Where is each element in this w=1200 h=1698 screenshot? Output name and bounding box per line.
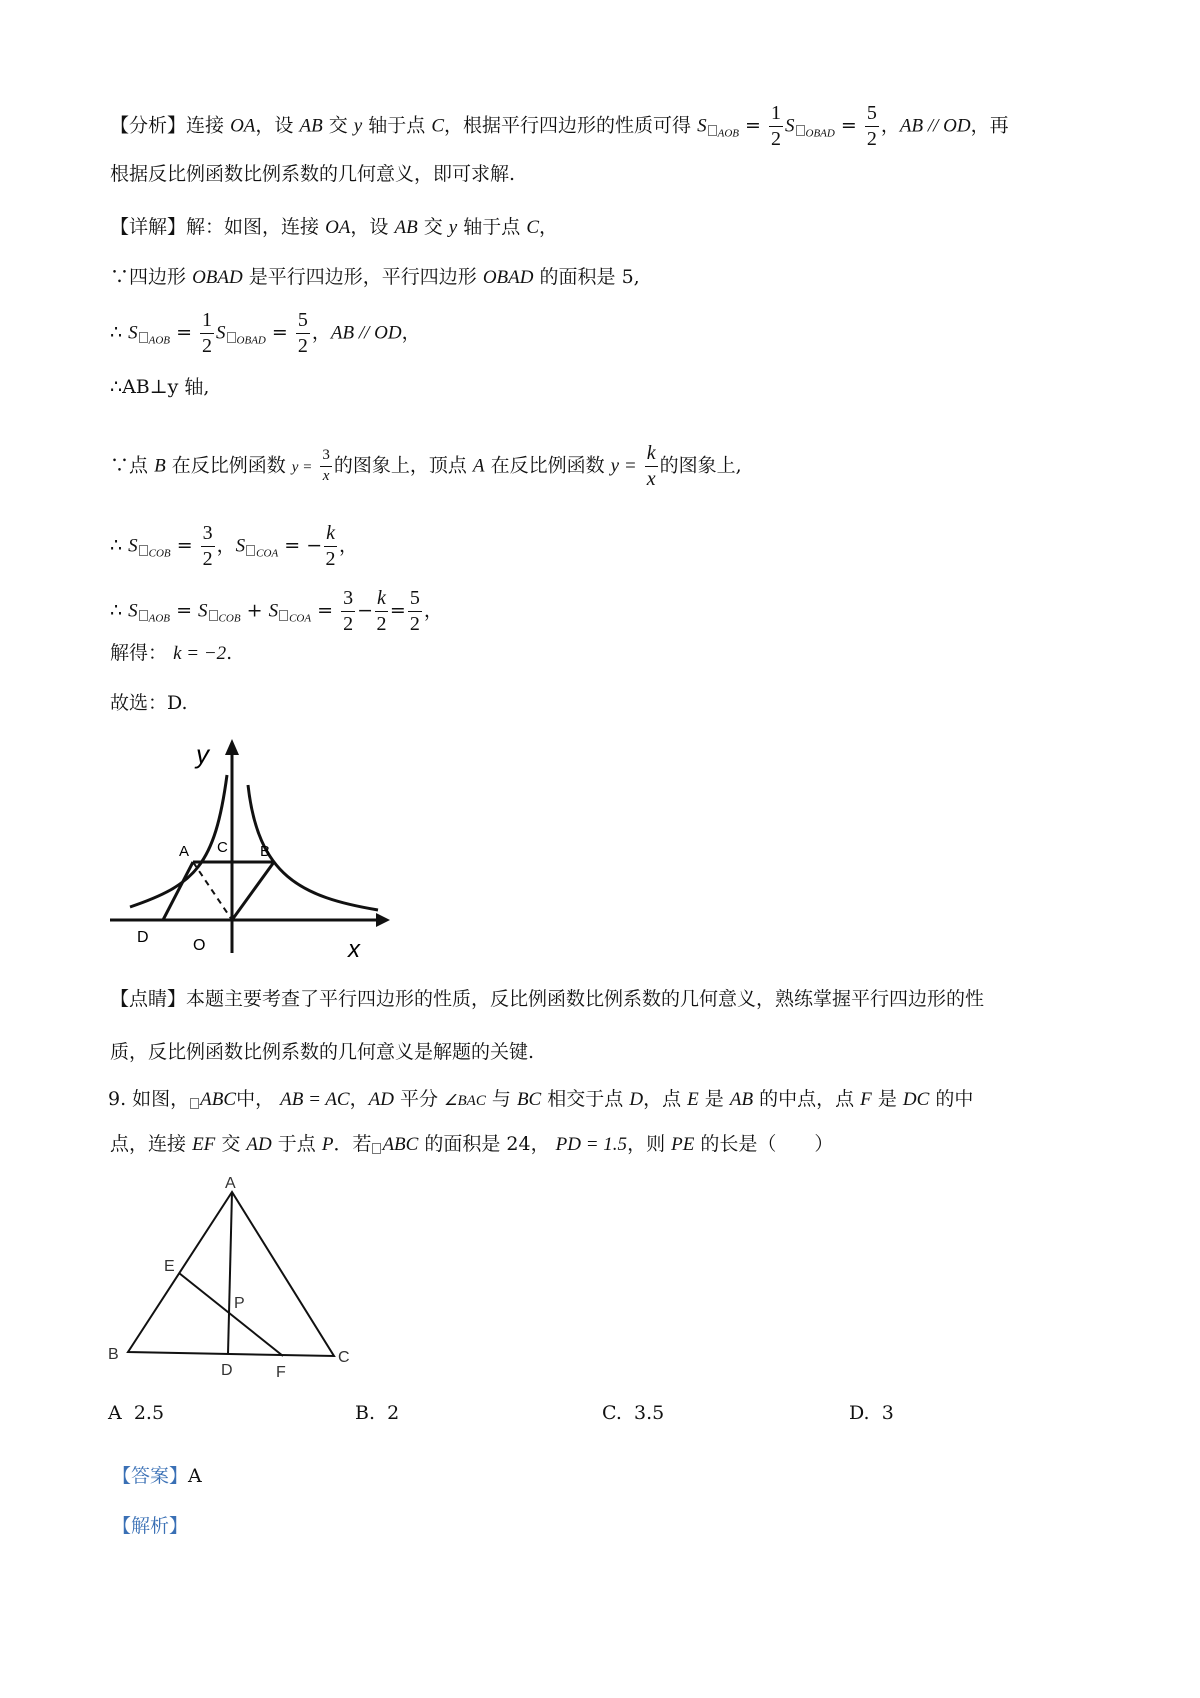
fraction-k-halves [324, 523, 337, 570]
math-eq: = [176, 534, 193, 557]
numerator: 3 [341, 588, 355, 612]
text: 点，连接 [110, 1133, 187, 1155]
triangle-glyph [372, 1143, 381, 1154]
denominator: x [646, 468, 656, 490]
figure-hyperbola-parallelogram [100, 725, 400, 970]
option-value: 2.5 [133, 1402, 165, 1424]
math-BC: BC [516, 1089, 542, 1110]
option-C[interactable] [602, 1402, 664, 1424]
comment-line-1 [110, 990, 984, 1009]
math-ABC: ABC [382, 1134, 419, 1155]
text: 在反比例函数 [171, 454, 286, 477]
denominator: 2 [771, 128, 781, 150]
label-D: D [137, 929, 149, 946]
label-C: C [338, 1349, 350, 1366]
math-AD: AD [246, 1134, 272, 1155]
label-A: A [225, 1175, 236, 1192]
math-C: C [431, 115, 445, 137]
fraction-k-over-x [645, 443, 658, 490]
math-S: S [268, 600, 279, 622]
fraction-half [200, 310, 214, 357]
text: 连接 [186, 114, 225, 137]
math-OBAD: OBAD [482, 267, 534, 288]
text: ， [880, 114, 900, 137]
option-value: 3 [881, 1402, 894, 1424]
option-B[interactable] [355, 1402, 399, 1424]
text: ．若 [333, 1133, 372, 1155]
therefore-symbol: ∴ [110, 321, 123, 344]
triangle-glyph [190, 1098, 199, 1109]
question-9-line-1 [108, 1090, 973, 1109]
fraction-five-halves [408, 588, 422, 635]
fraction-half [769, 103, 783, 150]
text: ， [311, 321, 331, 344]
triangle-glyph [139, 545, 148, 556]
text: ，则 [627, 1133, 666, 1155]
detail-label: 【详解】 [110, 216, 187, 238]
text: 中， [236, 1088, 275, 1110]
text: 交 [328, 114, 348, 137]
option-value: 2 [387, 1402, 400, 1424]
math-OA: OA [230, 115, 256, 137]
math-P: P [321, 1134, 334, 1155]
math-S: S [128, 322, 138, 344]
label-O: O [193, 937, 206, 954]
numerator: 1 [200, 310, 214, 334]
sub-AOB: AOB [148, 612, 171, 625]
detail-line-1 [110, 218, 558, 237]
numerator: k [645, 443, 658, 467]
text: 轴于点 [368, 114, 426, 137]
math-EF: EF [192, 1134, 216, 1155]
numerator: 3 [201, 523, 215, 547]
option-value: 3.5 [634, 1402, 665, 1424]
triangle-glyph [246, 545, 255, 556]
answer-value: A [188, 1465, 202, 1487]
detail-line-3 [110, 310, 421, 357]
y-axis-arrow [225, 739, 239, 755]
math-eq: = [317, 599, 334, 622]
segment-EF [179, 1273, 283, 1356]
comment-line-2: 质，反比例函数比例系数的几何意义是解题的关键. [110, 1041, 535, 1063]
math-C: C [526, 217, 540, 238]
fraction-five-halves [296, 310, 310, 357]
fraction-3-over-x [320, 448, 332, 485]
text: ， [423, 599, 443, 622]
sub-AOB: AOB [148, 334, 171, 347]
math-S: S [235, 535, 246, 557]
segment-AO-dashed [193, 862, 232, 920]
text: 的面积是 24， [424, 1133, 550, 1155]
text: 解：如图，连接 [186, 216, 320, 238]
text: 的面积是 5, [539, 266, 640, 288]
option-letter: D. [849, 1402, 870, 1424]
math-minus: − [306, 534, 323, 557]
math-y-eq: y = [291, 459, 313, 476]
math-AD: AD [368, 1089, 394, 1110]
triangle-glyph [279, 610, 288, 621]
text: 交 [221, 1133, 241, 1155]
math-DC: DC [902, 1089, 930, 1110]
label-B: B [260, 843, 271, 860]
segment-AD [228, 1192, 232, 1354]
math-S: S [785, 115, 795, 137]
math-E: E [687, 1089, 699, 1110]
parallelogram-glyph [796, 125, 805, 136]
math-S: S [198, 600, 208, 622]
math-eq: = [840, 114, 857, 137]
numerator: k [375, 588, 388, 612]
solution-line [112, 1517, 188, 1536]
text: . [226, 642, 233, 664]
answer-label: 【答案】 [112, 1465, 189, 1487]
math-plus: + [246, 599, 263, 622]
text: 的图象上，顶点 [333, 454, 467, 477]
math-k-eq: k = −2 [173, 643, 227, 664]
label-D: D [221, 1362, 233, 1379]
text: ∵点 [110, 454, 149, 477]
text: 是 [704, 1088, 724, 1110]
detail-line-8 [110, 644, 232, 663]
denominator: 2 [409, 613, 420, 635]
numerator: 5 [408, 588, 422, 612]
numerator: 5 [296, 310, 310, 334]
text: 轴于点 [463, 216, 521, 238]
triangle-glyph [708, 125, 717, 136]
text: 相交于点 [547, 1088, 624, 1110]
text: ，点 [643, 1088, 682, 1110]
segment-BO [232, 862, 274, 920]
text: ∵四边形 [110, 266, 187, 288]
fraction-k-halves [375, 588, 388, 635]
label-A: A [179, 843, 190, 860]
triangle-glyph [139, 610, 148, 621]
comment-label: 【点睛】 [110, 988, 187, 1010]
math-A: A [472, 455, 485, 477]
denominator: 2 [376, 613, 387, 635]
solution-label: 【解析】 [112, 1515, 189, 1537]
math-AB: AB [299, 115, 323, 137]
math-OA: OA [325, 217, 351, 238]
sub-AOB: AOB [717, 127, 739, 140]
option-D[interactable] [849, 1402, 894, 1424]
detail-line-6 [110, 523, 358, 570]
text: ，再 [970, 114, 1009, 137]
math-AB-eq-AC: AB = AC [280, 1089, 350, 1110]
math-AB: AB [729, 1089, 754, 1110]
text: 在反比例函数 [490, 454, 605, 477]
text: ，设 [255, 114, 294, 137]
fraction-five-halves [865, 103, 879, 150]
math-B: B [154, 455, 166, 477]
math-eq: = [284, 534, 301, 557]
math-PE: PE [671, 1134, 695, 1155]
denominator: x [322, 468, 330, 484]
label-P: P [234, 1295, 245, 1312]
text: ， [339, 534, 359, 557]
math-eq: = [745, 114, 761, 137]
sub-COB: COB [148, 547, 171, 560]
text: ， [349, 1088, 369, 1110]
text: ， [401, 321, 421, 344]
answer-line [112, 1467, 202, 1486]
fraction-3-halves [201, 523, 215, 570]
denominator: 2 [866, 128, 877, 150]
math-y: y [448, 217, 458, 238]
denominator: 2 [297, 335, 308, 357]
denominator: 2 [202, 548, 213, 570]
option-letter: C. [602, 1402, 622, 1424]
sub-OBAD: OBAD [805, 127, 835, 140]
math-OBAD: OBAD [192, 267, 243, 288]
detail-line-5 [110, 443, 742, 490]
question-9-line-2 [110, 1135, 833, 1154]
denominator: 2 [202, 335, 213, 357]
analysis-line-2: 根据反比例函数比例系数的几何意义，即可求解. [110, 163, 516, 185]
math-y: y [353, 115, 363, 137]
math-eq: = [271, 321, 288, 344]
sub-COB: COB [218, 612, 241, 625]
text: ，根据平行四边形的性质可得 [444, 114, 692, 137]
math-S: S [216, 322, 226, 344]
text: 与 [491, 1088, 511, 1110]
detail-line-4: ∴AB⊥y 轴, [110, 376, 210, 398]
sub-COA: COA [256, 547, 279, 560]
detail-line-7 [110, 588, 443, 635]
text: ， [216, 534, 236, 557]
therefore-symbol: ∴ [110, 599, 123, 622]
text: 本题主要考查了平行四边形的性质，反比例函数比例系数的几何意义，熟练掌握平行四边形的性 [186, 988, 985, 1010]
label-y: y [196, 739, 209, 769]
text: 的中点，点 [759, 1088, 855, 1110]
label-C: C [217, 839, 228, 856]
text: 平分 [399, 1088, 438, 1110]
numerator: 1 [769, 103, 783, 127]
text: 解得： [110, 642, 168, 664]
text: 的长是（ ） [700, 1133, 834, 1155]
math-S: S [697, 115, 707, 137]
question-number: 9. 如图， [108, 1088, 190, 1110]
text: ， [539, 216, 559, 238]
option-letter: A [108, 1402, 122, 1424]
text: 于点 [277, 1133, 316, 1155]
detail-line-9: 故选：D. [110, 692, 188, 714]
fraction-3-halves [341, 588, 355, 635]
triangle-glyph [209, 610, 218, 621]
parallelogram-glyph [227, 332, 236, 343]
option-A[interactable] [108, 1402, 164, 1424]
math-S: S [128, 600, 138, 622]
math-AB-parallel-OD: AB // OD [330, 322, 402, 344]
therefore-symbol: ∴ [110, 534, 123, 557]
text: 的中 [935, 1088, 974, 1110]
math-y-eq: y = [610, 455, 637, 477]
math-AB: AB [394, 217, 418, 238]
math-angle-BAC: ∠BAC [444, 1093, 486, 1109]
text: 是 [877, 1088, 897, 1110]
math-ABC: ABC [200, 1089, 237, 1110]
label-B: B [108, 1346, 119, 1363]
text: 是平行四边形，平行四边形 [248, 266, 477, 288]
text: 交 [423, 216, 443, 238]
math-eq: = [176, 321, 192, 344]
denominator: 2 [325, 548, 336, 570]
label-E: E [164, 1258, 175, 1275]
math-AB-parallel-OD: AB // OD [899, 115, 971, 137]
math-eq: = [389, 599, 406, 622]
detail-line-2 [110, 268, 640, 287]
numerator: k [324, 523, 337, 547]
label-F: F [276, 1364, 286, 1381]
analysis-line-1 [110, 103, 1009, 150]
math-eq: = [176, 599, 192, 622]
math-F: F [860, 1089, 872, 1110]
math-PD-eq: PD = 1.5 [555, 1134, 628, 1155]
denominator: 2 [343, 613, 354, 635]
text: ，设 [350, 216, 389, 238]
figure-triangle-ABC [100, 1170, 360, 1385]
analysis-label: 【分析】 [110, 114, 187, 137]
math-S: S [128, 535, 138, 557]
numerator: 5 [865, 103, 879, 127]
label-x: x [348, 936, 360, 963]
triangle-glyph [139, 332, 148, 343]
x-axis-arrow [376, 913, 390, 927]
math-minus: − [357, 599, 373, 622]
math-D: D [629, 1089, 644, 1110]
sub-OBAD: OBAD [236, 334, 266, 347]
numerator: 3 [320, 448, 332, 467]
text: 的图象上, [659, 454, 742, 477]
option-letter: B. [355, 1402, 376, 1424]
sub-COA: COA [289, 612, 312, 625]
